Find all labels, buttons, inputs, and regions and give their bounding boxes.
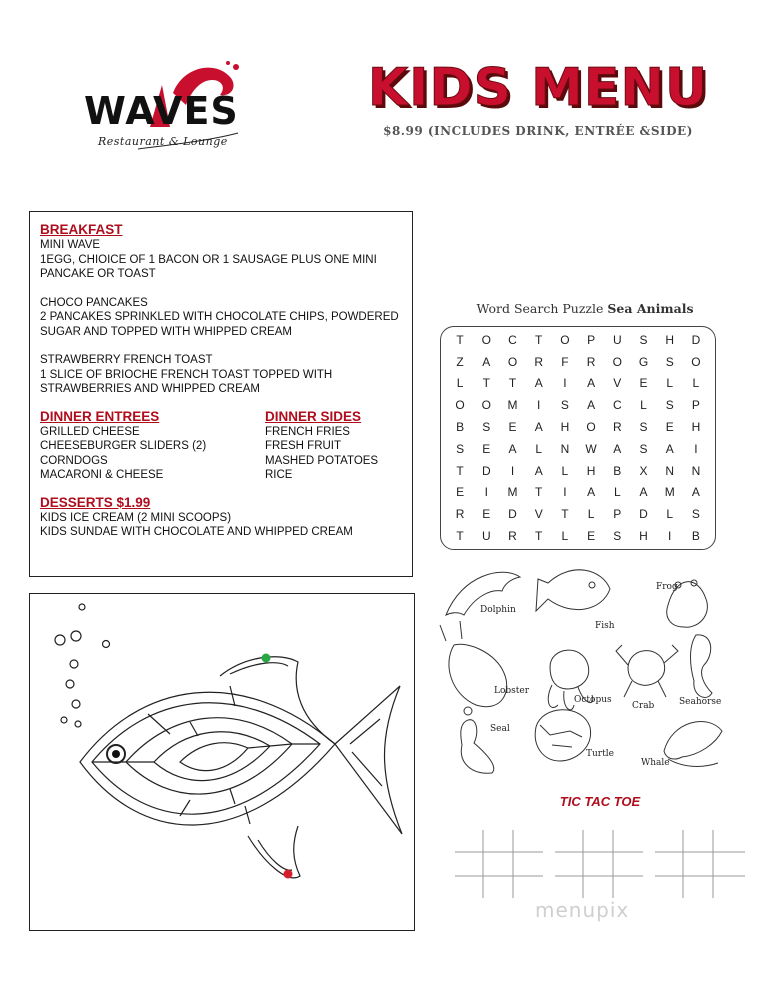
- animal-label: Lobster: [494, 686, 530, 696]
- logo-tagline: Restaurant & Lounge: [98, 135, 228, 148]
- word-search-letter: E: [665, 420, 674, 435]
- breakfast-list: [40, 238, 402, 397]
- menu-line: PANCAKE OR TOAST: [40, 268, 156, 280]
- word-search-letter: R: [612, 420, 622, 435]
- menu-item: CHEESEBURGER SLIDERS (2): [40, 440, 207, 452]
- word-search-letter: H: [665, 332, 675, 347]
- animal-label: Octopus: [574, 695, 612, 705]
- word-search-letter: A: [639, 485, 648, 500]
- word-search-letter: H: [639, 529, 648, 544]
- word-search-letter: H: [691, 420, 701, 435]
- word-search-letter: U: [612, 332, 622, 347]
- tic-tac-toe-grids: [455, 830, 750, 900]
- word-search-letter: D: [481, 463, 491, 478]
- word-search-letter: D: [639, 507, 648, 522]
- octopus-icon: [550, 650, 589, 689]
- word-search-letter: S: [456, 441, 465, 456]
- word-search-letter: H: [560, 420, 570, 435]
- word-search-letter: B: [613, 463, 622, 478]
- menu-item: KIDS SUNDAE WITH CHOCOLATE AND WHIPPED CREAM: [40, 526, 353, 538]
- word-search-letter: M: [664, 485, 675, 500]
- menu-item: RICE: [265, 469, 293, 481]
- sea-animals-coloring: [432, 555, 732, 785]
- animal-label: Frog: [656, 582, 678, 592]
- word-search-letter: A: [613, 441, 622, 456]
- word-search-letter: L: [456, 376, 464, 391]
- animal-label: Seal: [490, 724, 510, 734]
- logo-wordmark: WAVES: [84, 89, 239, 133]
- word-search-letter: F: [561, 354, 569, 369]
- dinner-sides-heading: DINNER SIDES: [265, 408, 362, 424]
- word-search-letter: E: [482, 507, 491, 522]
- word-search-letter: L: [666, 376, 674, 391]
- word-search-letter: I: [563, 485, 567, 500]
- word-search-letter: T: [508, 376, 517, 391]
- word-search-letter: P: [587, 332, 596, 347]
- word-search-letter: I: [668, 529, 672, 544]
- word-search-letter: M: [507, 398, 518, 413]
- word-search-letter: B: [691, 529, 700, 544]
- menu-line: 1 SLICE OF BRIOCHE FRENCH TOAST TOPPED WITH: [40, 368, 333, 381]
- word-search-letter: O: [586, 420, 596, 435]
- word-search-letter: T: [535, 332, 543, 347]
- word-search-letter: T: [456, 332, 464, 347]
- spacer: [40, 282, 402, 296]
- word-search-letter: I: [694, 441, 698, 456]
- word-search-letter: S: [482, 420, 491, 435]
- menu-line: STRAWBERRIES AND WHIPPED CREAM: [40, 383, 261, 395]
- word-search-letter: S: [639, 420, 648, 435]
- word-search-letter: X: [639, 463, 648, 478]
- word-search-letter: E: [587, 529, 596, 544]
- word-search-letter: I: [484, 485, 488, 500]
- word-search-letter: S: [665, 398, 674, 413]
- word-search-letter: W: [585, 441, 597, 456]
- word-search-letter: E: [456, 485, 465, 500]
- word-search-letter: A: [534, 463, 543, 478]
- turtle-icon: [535, 710, 590, 761]
- fish-icon: [536, 570, 610, 611]
- word-search-letter: L: [587, 507, 595, 522]
- word-search-letter: A: [482, 354, 491, 369]
- word-search-letter: D: [691, 332, 701, 347]
- word-search-letter: O: [455, 398, 465, 413]
- word-search-letter: T: [456, 463, 464, 478]
- word-search-letter: P: [691, 398, 700, 413]
- menu-item: GRILLED CHEESE: [40, 425, 140, 438]
- word-search-letter: U: [481, 529, 491, 544]
- word-search-letter: T: [561, 507, 569, 522]
- word-search-letter: G: [638, 354, 649, 369]
- animal-label: Fish: [595, 621, 615, 631]
- word-search-grid: [440, 326, 716, 550]
- word-search-title: [420, 301, 750, 316]
- fish-maze-drawing: [30, 594, 414, 930]
- tic-tac-toe-board: [655, 830, 745, 898]
- word-search-letter: T: [482, 376, 490, 391]
- menu-item: CORNDOGS: [40, 454, 108, 467]
- tic-tac-toe-board: [555, 830, 643, 898]
- crab-icon: [628, 651, 665, 686]
- word-search-letter: I: [563, 376, 567, 391]
- word-search-letter: S: [691, 507, 700, 522]
- seal-icon: [461, 720, 494, 774]
- word-search-letter: T: [535, 529, 543, 544]
- word-search-letter: A: [587, 398, 596, 413]
- menu-item: MASHED POTATOES: [265, 454, 379, 467]
- word-search-letter: L: [561, 463, 569, 478]
- word-search-letter: O: [507, 354, 518, 369]
- breakfast-heading: BREAKFAST: [40, 222, 123, 237]
- word-search-letter: B: [456, 420, 465, 435]
- word-search-letter: A: [587, 485, 596, 500]
- word-search-letter: H: [586, 463, 596, 478]
- word-search-letter: A: [508, 441, 517, 456]
- word-search-letter: N: [560, 441, 570, 456]
- seahorse-icon: [691, 635, 713, 698]
- word-search-letter: L: [692, 376, 700, 391]
- word-search-letter: D: [508, 507, 517, 522]
- word-search-letter: N: [665, 463, 675, 478]
- word-search-letter: S: [639, 332, 648, 347]
- animal-label: Turtle: [586, 749, 614, 759]
- word-search-letter: C: [508, 332, 517, 347]
- menu-line: SUGAR AND TOPPED WITH WHIPPED CREAM: [40, 325, 292, 338]
- menu-panel: [29, 211, 413, 577]
- word-search-letter: A: [587, 376, 596, 391]
- desserts-heading: DESSERTS $1.99: [40, 494, 151, 510]
- word-search-letter: L: [535, 441, 543, 456]
- word-search-letter: R: [534, 354, 544, 369]
- word-search-title-plain: Word Search Puzzle: [476, 301, 604, 316]
- word-search-letter: L: [561, 529, 569, 544]
- word-search-letter: R: [455, 507, 465, 522]
- fish-maze-panel: [29, 593, 415, 931]
- word-search-letter: M: [507, 485, 518, 500]
- word-search-letter: R: [586, 354, 596, 369]
- whale-icon: [664, 721, 722, 759]
- animal-label: Crab: [632, 701, 655, 711]
- word-search-title-bold: Sea Animals: [607, 301, 694, 316]
- menu-item: KIDS ICE CREAM (2 MINI SCOOPS): [40, 511, 232, 524]
- word-search-letter: T: [535, 485, 543, 500]
- word-search-letter: L: [613, 485, 621, 500]
- word-search-letter: A: [534, 420, 543, 435]
- lobster-icon: [449, 644, 507, 706]
- word-search-letter: L: [640, 398, 647, 413]
- word-search-letter: T: [456, 529, 464, 544]
- word-search-letter: A: [534, 376, 543, 391]
- word-search-letter: C: [612, 398, 622, 413]
- word-search-letter: V: [534, 507, 543, 522]
- word-search-letter: I: [510, 463, 515, 478]
- tic-tac-toe-board: [455, 830, 543, 898]
- word-search-letter: N: [691, 463, 701, 478]
- menu-line: STRAWBERRY FRENCH TOAST: [40, 354, 213, 366]
- menu-item: MACARONI & CHEESE: [40, 469, 164, 481]
- sea-animals-drawing: [432, 555, 732, 785]
- word-search-letter: E: [482, 441, 491, 456]
- word-search-letter: A: [665, 441, 674, 456]
- menu-item: FRENCH FRIES: [265, 425, 350, 438]
- word-search-letter: A: [691, 485, 700, 500]
- word-search-letter: R: [508, 529, 517, 544]
- word-search-letter: P: [613, 507, 622, 522]
- word-search-letter: E: [508, 420, 517, 435]
- menu-line: MINI WAVE: [40, 239, 101, 251]
- dinner-section: [40, 409, 402, 483]
- menu-line: 1EGG, CHIOICE OF 1 BACON OR 1 SAUSAGE PLUS ONE MINI: [40, 253, 377, 266]
- word-search-letter: E: [639, 376, 648, 391]
- restaurant-logo: [78, 55, 248, 155]
- word-search-letter: S: [639, 441, 648, 456]
- spacer: [40, 339, 402, 353]
- word-search-letter: I: [537, 398, 541, 413]
- word-search-letter: S: [613, 529, 622, 544]
- watermark: menupix: [535, 898, 630, 922]
- animal-label: Whale: [641, 758, 670, 768]
- menu-line: CHOCO PANCAKES: [40, 296, 148, 309]
- word-search-letter: O: [560, 332, 570, 347]
- word-search-letter: O: [481, 398, 491, 413]
- word-search-letter: O: [691, 354, 701, 369]
- word-search-letter: O: [481, 332, 491, 347]
- menu-item: FRESH FRUIT: [265, 440, 342, 452]
- word-search-letter: O: [612, 354, 622, 369]
- dinner-entrees-column: [40, 409, 265, 483]
- animal-label: Seahorse: [679, 697, 722, 707]
- word-search-letter: Z: [456, 354, 464, 369]
- animal-label: Dolphin: [480, 605, 516, 615]
- dinner-entrees-heading: DINNER ENTREES: [40, 408, 160, 424]
- word-search-letter: S: [665, 354, 674, 369]
- dinner-sides-column: [265, 409, 402, 483]
- word-search-letter: S: [560, 398, 569, 413]
- word-search-letter: L: [666, 507, 674, 522]
- tic-tac-toe-boards: [455, 830, 750, 900]
- page-title: KIDS MENU: [367, 58, 709, 118]
- price-subtitle: $8.99 (INCLUDES DRINK, ENTRÉE &SIDE): [383, 124, 693, 138]
- word-search-letter: V: [613, 376, 622, 391]
- tic-tac-toe-title: TIC TAC TOE: [559, 794, 641, 809]
- menu-line: 2 PANCAKES SPRINKLED WITH CHOCOLATE CHIPS, POWDERED: [40, 311, 399, 323]
